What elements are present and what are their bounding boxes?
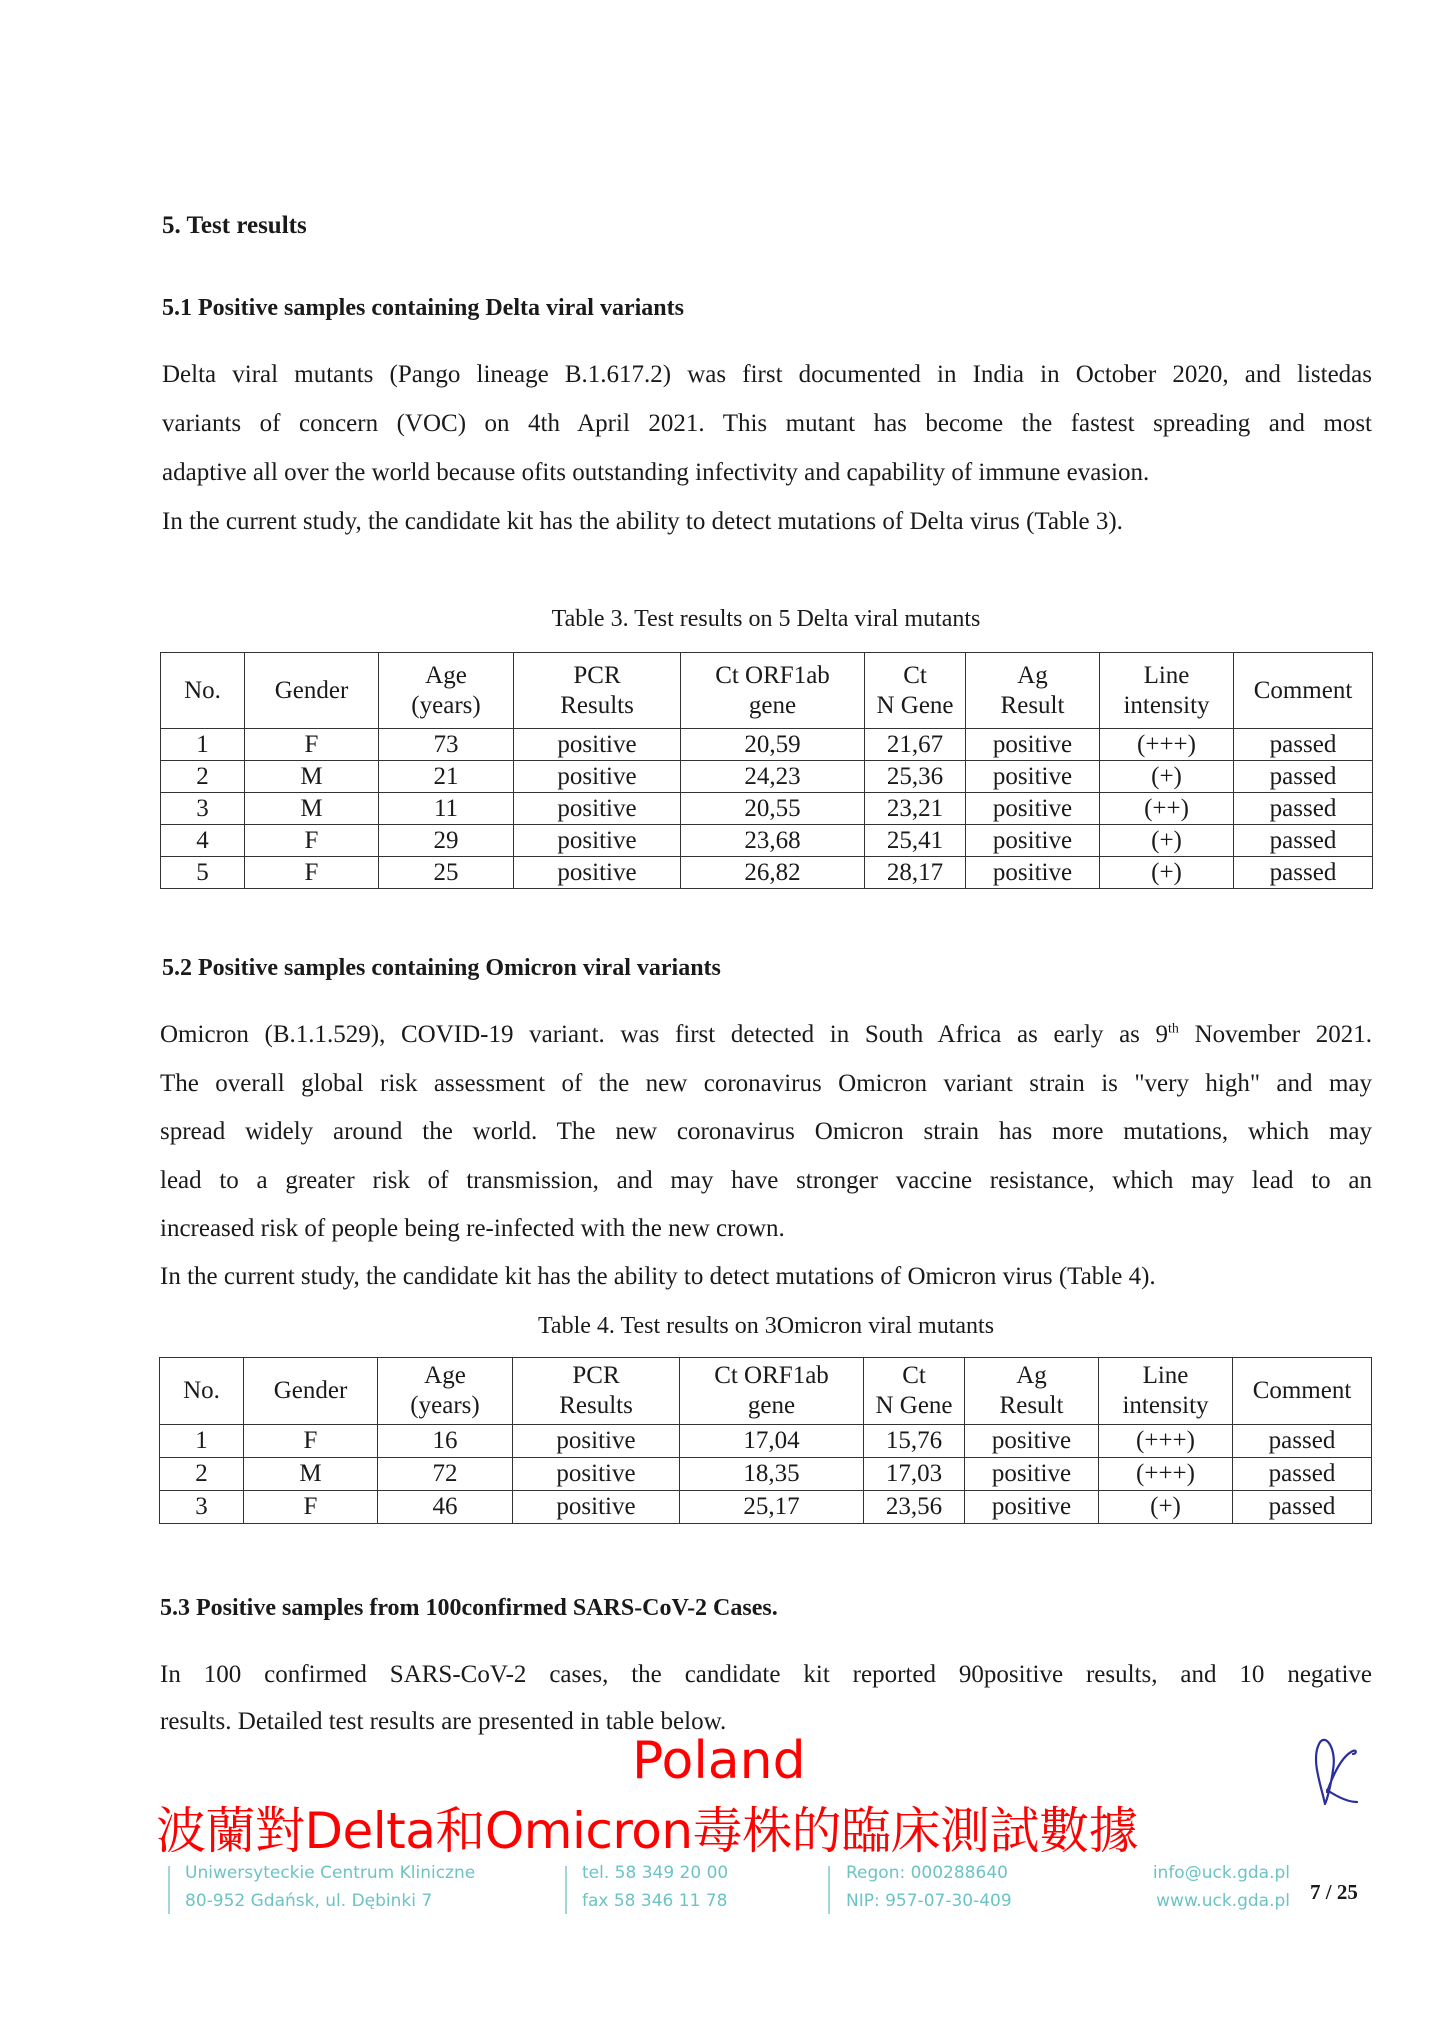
delta-paragraph-line: Delta viral mutants (Pango lineage B.1.617.2) was first documented in India in October 2020, and listedas — [162, 361, 1372, 388]
footer-org-name: Uniwersyteckie Centrum Kliniczne — [185, 1863, 476, 1883]
col-header-no: No. — [161, 653, 245, 729]
cell-no: 1 — [160, 1425, 244, 1458]
omicron-paragraph-line: The overall global risk assessment of the new coronavirus Omicron variant strain is "very high" and may — [160, 1070, 1372, 1097]
omicron-paragraph-line: lead to a greater risk of transmission, and may have stronger vaccine resistance, which may lead to an — [160, 1167, 1372, 1194]
cell-ct-ngene: 25,36 — [865, 761, 966, 793]
col-header-ag-result: Ag Result — [965, 1358, 1099, 1425]
col-header-age: Age (years) — [379, 653, 514, 729]
cell-ct-orf1ab: 18,35 — [680, 1458, 864, 1491]
cell-line-intensity: (+) — [1100, 761, 1234, 793]
cell-ct-ngene: 17,03 — [864, 1458, 965, 1491]
cell-ag-result: positive — [965, 1458, 1099, 1491]
table-row — [161, 857, 1373, 889]
footer-email-link[interactable]: info@uck.gda.pl — [1152, 1863, 1290, 1883]
cell-ct-orf1ab: 17,04 — [680, 1425, 864, 1458]
cell-comment: passed — [1233, 1425, 1372, 1458]
cell-line-intensity: (+) — [1100, 825, 1234, 857]
cell-age: 46 — [378, 1491, 513, 1524]
cell-gender: F — [244, 1425, 378, 1458]
col-header-comment: Comment — [1234, 653, 1373, 729]
table-row — [161, 761, 1373, 793]
cell-line-intensity: (+) — [1100, 857, 1234, 889]
col-header-ct-ngene: Ct N Gene — [865, 653, 966, 729]
table-row — [161, 729, 1373, 761]
col-header-gender: Gender — [244, 1358, 378, 1425]
cell-no: 4 — [161, 825, 245, 857]
cell-no: 3 — [161, 793, 245, 825]
cell-comment: passed — [1234, 793, 1373, 825]
footer-address: 80-952 Gdańsk, ul. Dębinki 7 — [185, 1891, 433, 1911]
table-row — [160, 1425, 1372, 1458]
cell-ct-ngene: 23,21 — [865, 793, 966, 825]
cell-line-intensity: (+) — [1099, 1491, 1233, 1524]
confirmed-heading: 5.3 Positive samples from 100confirmed SARS-CoV-2 Cases. — [160, 1595, 778, 1621]
cell-ct-orf1ab: 20,55 — [681, 793, 865, 825]
cell-line-intensity: (+++) — [1100, 729, 1234, 761]
cell-ag-result: positive — [966, 729, 1100, 761]
footer-divider — [168, 1866, 170, 1914]
delta-paragraph-line: adaptive all over the world because ofits outstanding infectivity and capability of immune evasion. — [162, 459, 1150, 486]
cell-no: 5 — [161, 857, 245, 889]
cell-pcr-result: positive — [513, 1458, 680, 1491]
table-header-row — [161, 653, 1373, 729]
footer-nip: NIP: 957-07-30-409 — [846, 1891, 1012, 1911]
table3-caption: Table 3. Test results on 5 Delta viral mutants — [551, 606, 981, 632]
cell-gender: F — [245, 857, 379, 889]
table-row — [160, 1491, 1372, 1524]
delta-paragraph-line: In the current study, the candidate kit has the ability to detect mutations of Delta virus (Table 3). — [162, 508, 1123, 535]
cell-line-intensity: (++) — [1100, 793, 1234, 825]
confirmed-paragraph-line: results. Detailed test results are presented in table below. — [160, 1708, 727, 1735]
footer-regon: Regon: 000288640 — [846, 1863, 1008, 1883]
cell-comment: passed — [1234, 761, 1373, 793]
omicron-paragraph-line: In the current study, the candidate kit has the ability to detect mutations of Omicron virus (Table 4). — [160, 1263, 1156, 1290]
cell-ct-ngene: 21,67 — [865, 729, 966, 761]
cell-comment: passed — [1234, 729, 1373, 761]
cell-ag-result: positive — [966, 793, 1100, 825]
cell-ct-orf1ab: 25,17 — [680, 1491, 864, 1524]
col-header-ct-ngene: Ct N Gene — [864, 1358, 965, 1425]
footer-fax: fax 58 346 11 78 — [582, 1891, 728, 1911]
table-row — [160, 1458, 1372, 1491]
cell-no: 3 — [160, 1491, 244, 1524]
col-header-age: Age (years) — [378, 1358, 513, 1425]
cell-pcr-result: positive — [513, 1491, 680, 1524]
cell-line-intensity: (+++) — [1099, 1425, 1233, 1458]
omicron-paragraph-line: increased risk of people being re-infected with the new crown. — [160, 1215, 785, 1242]
delta-paragraph-line: variants of concern (VOC) on 4th April 2021. This mutant has become the fastest spreading and most — [162, 410, 1372, 437]
col-header-ct-orf1ab: Ct ORF1ab gene — [680, 1358, 864, 1425]
signature-icon — [1305, 1730, 1375, 1810]
col-header-line-intensity: Line intensity — [1099, 1358, 1233, 1425]
overlay-country-label: Poland — [632, 1731, 806, 1791]
cell-age: 25 — [379, 857, 514, 889]
cell-comment: passed — [1234, 857, 1373, 889]
confirmed-paragraph-line: In 100 confirmed SARS-CoV-2 cases, the candidate kit reported 90positive results, and 10 negative — [160, 1661, 1372, 1688]
cell-age: 16 — [378, 1425, 513, 1458]
cell-ct-orf1ab: 24,23 — [681, 761, 865, 793]
cell-no: 1 — [161, 729, 245, 761]
omicron-paragraph-line: Omicron (B.1.1.529), COVID-19 variant. was first detected in South Africa as early as 9th November 2021. — [160, 1021, 1372, 1048]
col-header-ag-result: Ag Result — [966, 653, 1100, 729]
cell-age: 72 — [378, 1458, 513, 1491]
cell-comment: passed — [1233, 1458, 1372, 1491]
table4-omicron-results — [159, 1357, 1372, 1524]
cell-ct-ngene: 25,41 — [865, 825, 966, 857]
cell-ct-ngene: 15,76 — [864, 1425, 965, 1458]
cell-comment: passed — [1233, 1491, 1372, 1524]
cell-line-intensity: (+++) — [1099, 1458, 1233, 1491]
cell-ag-result: positive — [966, 857, 1100, 889]
cell-no: 2 — [161, 761, 245, 793]
section-title: 5. Test results — [162, 212, 307, 239]
cell-gender: F — [245, 729, 379, 761]
col-header-pcr: PCR Results — [513, 1358, 680, 1425]
page-number: 7 / 25 — [1310, 1880, 1358, 1904]
cell-gender: M — [244, 1458, 378, 1491]
cell-gender: M — [245, 793, 379, 825]
delta-heading: 5.1 Positive samples containing Delta viral variants — [162, 295, 684, 321]
cell-ct-ngene: 23,56 — [864, 1491, 965, 1524]
footer-website-link[interactable]: www.uck.gda.pl — [1156, 1891, 1290, 1911]
cell-ct-orf1ab: 20,59 — [681, 729, 865, 761]
col-header-comment: Comment — [1233, 1358, 1372, 1425]
cell-ct-orf1ab: 26,82 — [681, 857, 865, 889]
cell-ag-result: positive — [965, 1491, 1099, 1524]
cell-pcr-result: positive — [514, 793, 681, 825]
table4-caption: Table 4. Test results on 3Omicron viral mutants — [537, 1313, 995, 1339]
cell-age: 29 — [379, 825, 514, 857]
col-header-pcr: PCR Results — [514, 653, 681, 729]
table-header-row — [160, 1358, 1372, 1425]
omicron-heading: 5.2 Positive samples containing Omicron viral variants — [162, 955, 721, 981]
table-row — [161, 793, 1373, 825]
cell-ag-result: positive — [966, 761, 1100, 793]
cell-no: 2 — [160, 1458, 244, 1491]
col-header-gender: Gender — [245, 653, 379, 729]
cell-ct-ngene: 28,17 — [865, 857, 966, 889]
cell-comment: passed — [1234, 825, 1373, 857]
cell-gender: M — [245, 761, 379, 793]
cell-age: 21 — [379, 761, 514, 793]
col-header-line-intensity: Line intensity — [1100, 653, 1234, 729]
table-row — [161, 825, 1373, 857]
overlay-caption: 波蘭對Delta和Omicron毒株的臨床測試數據 — [156, 1802, 1139, 1860]
cell-pcr-result: positive — [513, 1425, 680, 1458]
cell-pcr-result: positive — [514, 825, 681, 857]
footer-tel[interactable]: tel. 58 349 20 00 — [582, 1863, 729, 1883]
cell-age: 73 — [379, 729, 514, 761]
cell-ct-orf1ab: 23,68 — [681, 825, 865, 857]
footer-divider — [828, 1866, 830, 1914]
cell-pcr-result: positive — [514, 729, 681, 761]
footer-divider — [565, 1866, 567, 1914]
cell-pcr-result: positive — [514, 857, 681, 889]
omicron-paragraph-line: spread widely around the world. The new coronavirus Omicron strain has more mutations, which may — [160, 1118, 1372, 1145]
cell-gender: F — [244, 1491, 378, 1524]
cell-gender: F — [245, 825, 379, 857]
cell-pcr-result: positive — [514, 761, 681, 793]
col-header-no: No. — [160, 1358, 244, 1425]
table3-delta-results — [160, 652, 1373, 889]
col-header-ct-orf1ab: Ct ORF1ab gene — [681, 653, 865, 729]
cell-ag-result: positive — [965, 1425, 1099, 1458]
cell-age: 11 — [379, 793, 514, 825]
cell-ag-result: positive — [966, 825, 1100, 857]
